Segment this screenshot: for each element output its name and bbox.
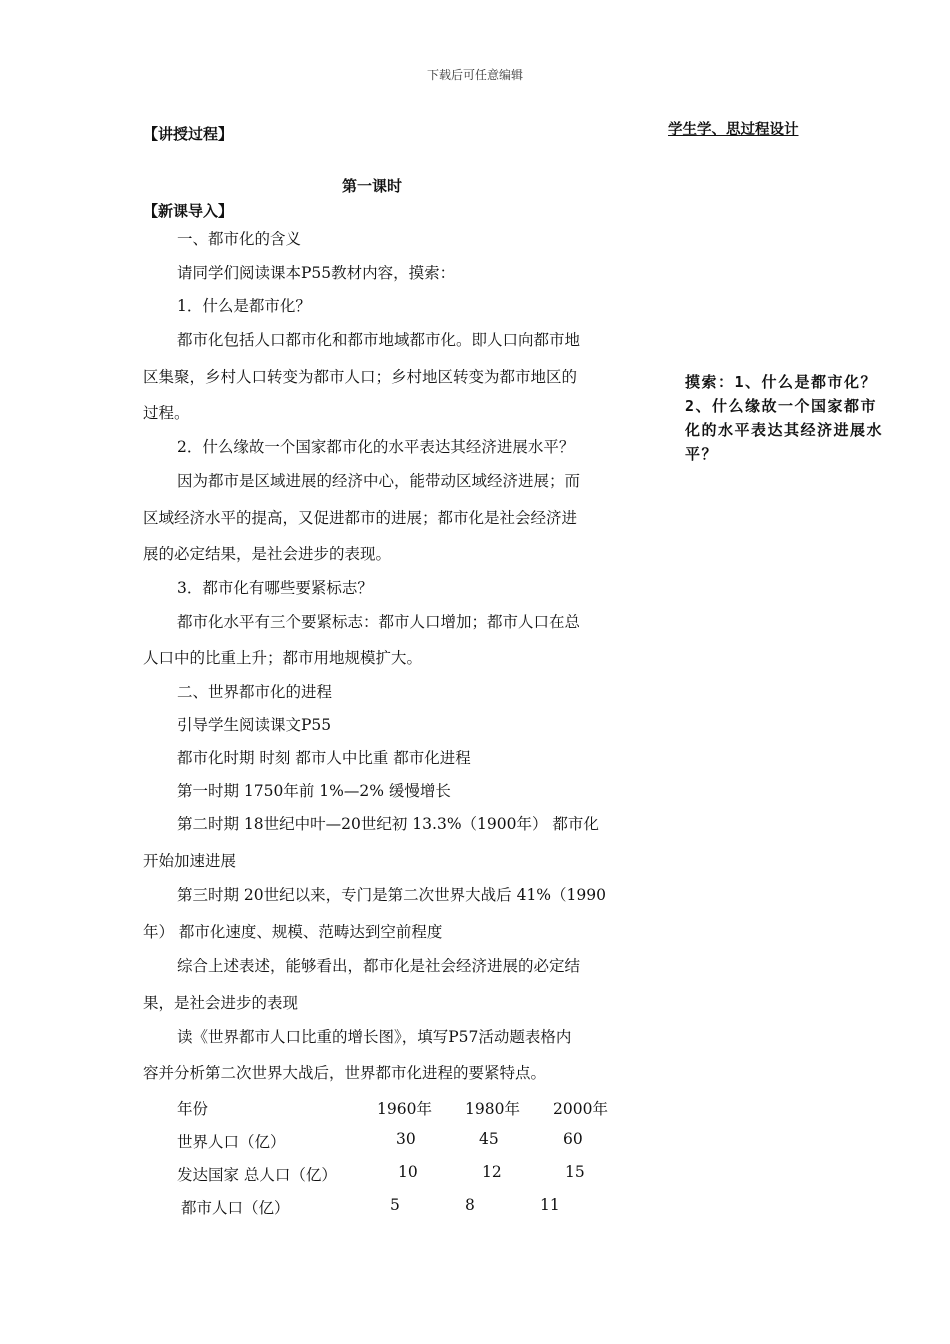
stage-3: 第三时期 20世纪以来，专门是第二次世界大战后 41%（1990	[177, 886, 606, 904]
table-row-label: 世界人口（亿）	[177, 1133, 286, 1151]
question-1: 1．什么是都市化？	[177, 297, 311, 315]
table-cell: 12	[482, 1163, 502, 1181]
table-header-year: 年份	[177, 1100, 209, 1118]
paragraph-line: 区集聚，乡村人口转变为都市人口；乡村地区转变为都市地区的	[143, 368, 578, 386]
paragraph-line: 因为都市是区域进展的经济中心，能带动区域经济进展；而	[177, 472, 581, 490]
paragraph-line: 展的必定结果，是社会进步的表现。	[143, 545, 392, 563]
stage-2: 第二时期 18世纪中叶—20世纪初 13.3%（1900年） 都市化	[177, 815, 599, 833]
page-header: 下载后可任意编辑	[426, 68, 523, 82]
paragraph-line: 读《世界都市人口比重的增长图》，填写P57活动题表格内	[177, 1028, 572, 1046]
paragraph-line: 过程。	[143, 404, 190, 422]
question-3: 3．都市化有哪些要紧标志？	[177, 579, 373, 597]
stage-table-header: 都市化时期 时刻 都市人中比重 都市化进程	[177, 749, 471, 767]
table-header-2000: 2000年	[553, 1100, 608, 1118]
question-2: 2．什么缘故一个国家都市化的水平表达其经济进展水平？	[177, 438, 575, 456]
table-cell: 10	[398, 1163, 418, 1181]
table-header-1980: 1980年	[465, 1100, 520, 1118]
paragraph-line: 区域经济水平的提高，又促进都市的进展；都市化是社会经济进	[143, 509, 578, 527]
side-column-title: 学生学、思过程设计	[668, 121, 799, 138]
section-title: 【讲授过程】	[143, 125, 234, 143]
paragraph-line: 都市化水平有三个要紧标志：都市人口增加；都市人口在总	[177, 613, 581, 631]
stage-3-cont: 年） 都市化速度、规模、范畴达到空前程度	[143, 923, 443, 941]
table-cell: 11	[540, 1196, 560, 1214]
paragraph-line: 引导学生阅读课文P55	[177, 716, 332, 734]
lesson-title: 第一课时	[342, 177, 403, 195]
side-note-question: 摸索：1、什么是都市化？2、什么缘故一个国家都市化的水平表达其经济进展水平？	[685, 373, 884, 463]
table-row-label: 发达国家 总人口（亿）	[177, 1166, 337, 1184]
heading-world-urbanization: 二、世界都市化的进程	[177, 683, 333, 701]
paragraph-line: 综合上述表述，能够看出，都市化是社会经济进展的必定结	[177, 957, 581, 975]
table-cell: 45	[479, 1130, 499, 1148]
stage-2-cont: 开始加速进展	[143, 852, 237, 870]
paragraph-line: 人口中的比重上升；都市用地规模扩大。	[143, 649, 423, 667]
table-cell: 60	[563, 1130, 583, 1148]
intro-title: 【新课导入】	[143, 202, 234, 220]
paragraph-line: 容并分析第二次世界大战后，世界都市化进程的要紧特点。	[143, 1064, 547, 1082]
table-header-1960: 1960年	[377, 1100, 432, 1118]
heading-urbanization-meaning: 一、都市化的含义	[177, 230, 302, 248]
table-cell: 15	[565, 1163, 585, 1181]
table-cell: 5	[390, 1196, 400, 1214]
table-cell: 8	[465, 1196, 475, 1214]
table-row-label: 都市人口（亿）	[181, 1199, 290, 1217]
stage-1: 第一时期 1750年前 1%—2% 缓慢增长	[177, 782, 451, 800]
paragraph-line: 都市化包括人口都市化和都市地域都市化。即人口向都市地	[177, 331, 581, 349]
paragraph-line: 请同学们阅读课本P55教材内容，摸索：	[177, 264, 456, 282]
table-cell: 30	[396, 1130, 416, 1148]
paragraph-line: 果，是社会进步的表现	[143, 994, 299, 1012]
